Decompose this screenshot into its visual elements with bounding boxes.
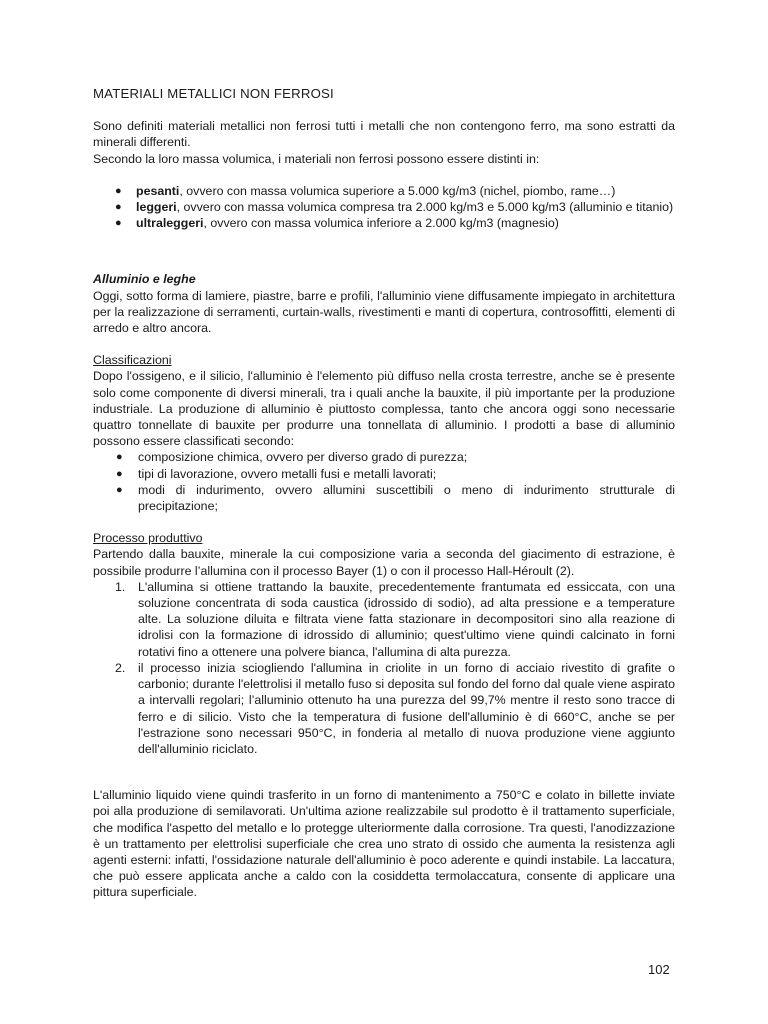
- types-list: [93, 183, 675, 232]
- step-number: 1.: [115, 579, 126, 594]
- page-number: 102: [648, 962, 670, 977]
- step-text: il processo inizia sciogliendo l'allumina in criolite in un forno di acciaio rivestito di grafite o carbonio; durante l'elettrolisi il metallo fuso si deposita sul fondo del forno dal quale viene aspirato a intervalli regolari; l’alluminio ottenuto ha una purezza del 99,7% mentre il resto sono tracce di ferro e di silicio. Visto che la temperatura di fusione dell'alluminio è di 660°C, anche se per l'estrazione sono necessari 950°C, in fonderia al metallo di nuova produzione viene aggiunto dell'alluminio riciclato.: [138, 660, 675, 756]
- list-item: [93, 183, 675, 199]
- list-item: [93, 579, 675, 660]
- bullet-icon: ●: [116, 451, 123, 464]
- intro-paragraph-2: Secondo la loro massa volumica, i materiali non ferrosi possono essere distinti in:: [93, 151, 540, 166]
- bullet-icon: ●: [116, 483, 123, 496]
- section-intro: Oggi, sotto forma di lamiere, piastre, barre e profili, l'alluminio viene diffusamente impiegato in architettura per la realizzazione di serramenti, curtain-walls, rivestimenti e manti di copertura, controsoffitti, elementi di arredo e altro ancora.: [93, 288, 675, 336]
- step-number: 2.: [115, 660, 126, 675]
- bullet-icon: ●: [115, 217, 122, 230]
- list-item-text: modi di indurimento, ovvero allumini suscettibili o meno di indurimento strutturale di precipitazione;: [138, 482, 675, 514]
- page-title: MATERIALI METALLICI NON FERROSI: [93, 86, 334, 101]
- intro-paragraph-1: Sono definiti materiali metallici non ferrosi tutti i metalli che non contengono ferro, ma sono estratti da minerali differenti.: [93, 119, 675, 150]
- type-description: , ovvero con massa volumica compresa tra 2.000 kg/m3 e 5.000 kg/m3 (alluminio e titanio): [176, 200, 674, 215]
- process-steps-list: [93, 579, 675, 757]
- list-item: [93, 199, 675, 215]
- document-page: [93, 86, 675, 901]
- bullet-icon: ●: [116, 467, 123, 480]
- list-item: [93, 660, 675, 757]
- subheading-classificazioni: Classificazioni: [93, 353, 172, 368]
- list-item: [93, 215, 675, 231]
- step-text: L'allumina si ottiene trattando la bauxite, precedentemente frantumata ed essiccata, con una soluzione concentrata di soda caustica (idrossido di sodio), ad alta pressione e a temperature alte. La soluzione diluita e filtrata viene fatta stazionare in decompositori sino alla reazione di idrolisi con la formazione di idrossido di alluminio; quest'ultimo viene quindi calcinato in forni rotativi fino a ottenere una polvere bianca, l'allumina di alta purezza.: [138, 579, 675, 659]
- list-item: [93, 482, 675, 514]
- bullet-icon: ●: [115, 184, 122, 197]
- type-term: leggeri: [136, 200, 177, 215]
- list-item: [93, 466, 675, 482]
- type-description: , ovvero con massa volumica superiore a 5.000 kg/m3 (nichel, piombo, rame…): [179, 183, 616, 198]
- type-term: pesanti: [136, 183, 180, 198]
- type-description: , ovvero con massa volumica inferiore a 2.000 kg/m3 (magnesio): [203, 216, 559, 231]
- closing-paragraph: L'alluminio liquido viene quindi trasferito in un forno di mantenimento a 750°C e colato in billette inviate poi alla produzione di semilavorati. Un'ultima azione realizzabile sul prodotto è il trattamento superficiale, che modifica l'aspetto del metallo e lo protegge ulteriormente dalla corrosione. Tra questi, l'anodizzazione è un trattamento per elettrolisi superficiale che crea uno strato di ossido che aumenta la resistenza agli agenti esterni: infatti, l'ossidazione naturale dell'alluminio è poco aderente e quindi instabile. La laccatura, che può essere applicata anche a caldo con la cosiddetta termolaccatura, consente di applicare una pittura superficiale.: [93, 788, 675, 900]
- type-term: ultraleggeri: [136, 216, 204, 231]
- classification-list: [93, 449, 675, 514]
- list-item-text: tipi di lavorazione, ovvero metalli fusi e metalli lavorati;: [138, 466, 437, 481]
- classificazioni-text: Dopo l'ossigeno, e il silicio, l'alluminio è l'elemento più diffuso nella crosta terrestre, anche se è presente solo come componente di diversi minerali, tra i quali anche la bauxite, il più importante per la produzione industriale. La produzione di alluminio è piuttosto complessa, tanto che ancora oggi sono necessarie quattro tonnellate di bauxite per produrre una tonnellata di alluminio. I prodotti a base di alluminio possono essere classificati secondo:: [93, 369, 675, 449]
- processo-text: Partendo dalla bauxite, minerale la cui composizione varia a seconda del giacimento di estrazione, è possibile produrre l’allumina con il processo Bayer (1) o con il processo Hall-Héroult (2).: [93, 547, 675, 578]
- bullet-icon: ●: [115, 201, 122, 214]
- list-item: [93, 449, 675, 465]
- list-item-text: composizione chimica, ovvero per diverso grado di purezza;: [138, 450, 468, 465]
- section-heading: Alluminio e leghe: [93, 272, 196, 287]
- subheading-processo: Processo produttivo: [93, 531, 203, 546]
